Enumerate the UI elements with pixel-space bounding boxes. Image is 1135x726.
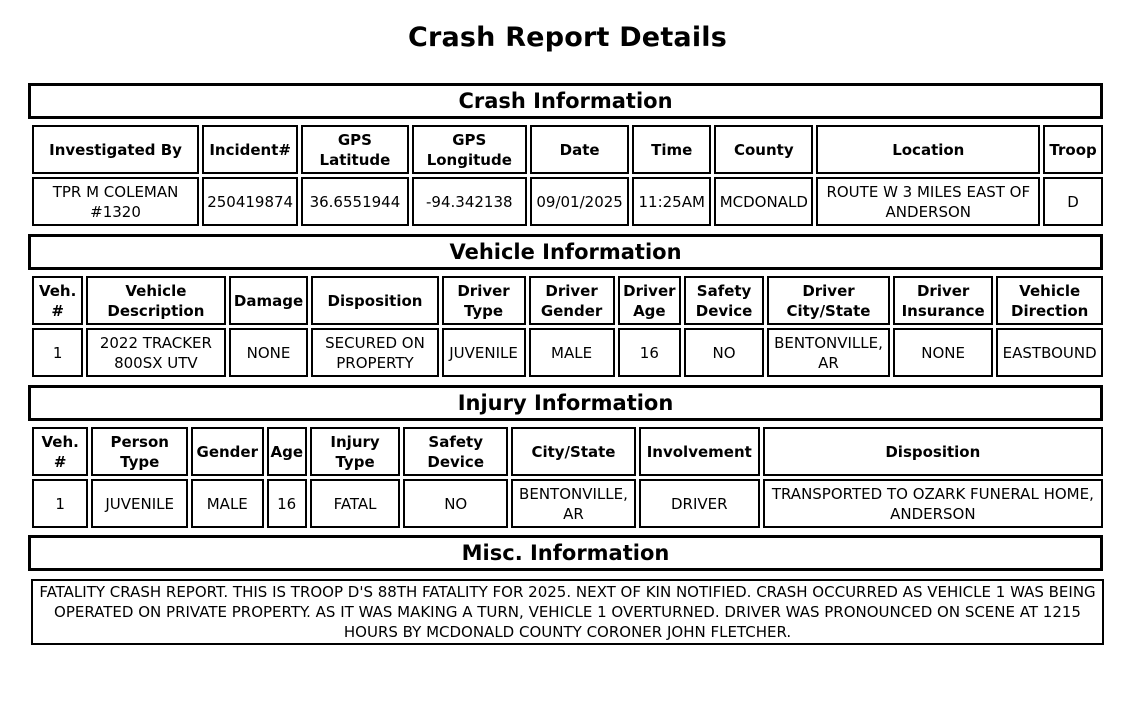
injury-info-header-row (32, 427, 1103, 476)
county-value: MCDONALD (714, 177, 813, 226)
time-value: 11:25AM (632, 177, 711, 226)
veh-number-value: 1 (32, 328, 83, 377)
header-city-state: City/State (511, 427, 636, 476)
vehicle-description-value: 2022 TRACKER 800SX UTV (86, 328, 225, 377)
header-injury-disposition: Disposition (763, 427, 1103, 476)
header-county: County (714, 125, 813, 174)
header-vehicle-direction: Vehicle Direction (996, 276, 1103, 325)
crash-info-table (29, 122, 1106, 229)
crash-info-data-row (32, 177, 1103, 226)
person-type-value: JUVENILE (91, 479, 188, 528)
header-damage: Damage (229, 276, 309, 325)
investigated-by-value: TPR M COLEMAN #1320 (32, 177, 199, 226)
header-gps-longitude: GPS Longitude (412, 125, 527, 174)
driver-type-value: JUVENILE (442, 328, 526, 377)
crash-info-banner: Crash Information (28, 83, 1103, 119)
header-involvement: Involvement (639, 427, 760, 476)
header-date: Date (530, 125, 629, 174)
crash-info-header-row (32, 125, 1103, 174)
injury-info-banner: Injury Information (28, 385, 1103, 421)
injury-safety-device-value: NO (403, 479, 508, 528)
injury-type-value: FATAL (310, 479, 401, 528)
header-injury-veh-number: Veh. # (32, 427, 88, 476)
driver-age-value: 16 (618, 328, 682, 377)
age-value: 16 (267, 479, 307, 528)
header-location: Location (816, 125, 1040, 174)
header-driver-age: Driver Age (618, 276, 682, 325)
header-gps-latitude: GPS Latitude (301, 125, 408, 174)
gender-value: MALE (191, 479, 263, 528)
vehicle-info-header-row (32, 276, 1103, 325)
injury-veh-number-value: 1 (32, 479, 88, 528)
misc-info-text: FATALITY CRASH REPORT. THIS IS TROOP D'S 88TH FATALITY FOR 2025. NEXT OF KIN NOTIFIED. CRASH OCCURRED AS VEHICLE 1 WAS BEING OPERATED ON PRIVATE PROPERTY. AS IT WAS MAKING A TURN, VEHICLE 1 OVERTURNED. DRIVER WAS PRONOUNCED ON SCENE AT 1215 HOURS BY MCDONALD COUNTY CORONER JOHN FLETCHER. (31, 579, 1104, 645)
city-state-value: BENTONVILLE, AR (511, 479, 636, 528)
safety-device-value: NO (684, 328, 764, 377)
header-disposition: Disposition (311, 276, 438, 325)
header-driver-city-state: Driver City/State (767, 276, 890, 325)
injury-info-data-row (32, 479, 1103, 528)
header-safety-device: Safety Device (684, 276, 764, 325)
gps-latitude-value: 36.6551944 (301, 177, 408, 226)
gps-longitude-value: -94.342138 (412, 177, 527, 226)
header-driver-type: Driver Type (442, 276, 526, 325)
header-investigated-by: Investigated By (32, 125, 199, 174)
header-veh-number: Veh. # (32, 276, 83, 325)
header-incident: Incident# (202, 125, 298, 174)
location-value: ROUTE W 3 MILES EAST OF ANDERSON (816, 177, 1040, 226)
header-driver-insurance: Driver Insurance (893, 276, 993, 325)
vehicle-info-banner: Vehicle Information (28, 234, 1103, 270)
driver-city-state-value: BENTONVILLE, AR (767, 328, 890, 377)
header-gender: Gender (191, 427, 263, 476)
driver-gender-value: MALE (529, 328, 615, 377)
header-injury-type: Injury Type (310, 427, 401, 476)
involvement-value: DRIVER (639, 479, 760, 528)
vehicle-info-data-row (32, 328, 1103, 377)
date-value: 09/01/2025 (530, 177, 629, 226)
incident-value: 250419874 (202, 177, 298, 226)
injury-disposition-value: TRANSPORTED TO OZARK FUNERAL HOME, ANDERSON (763, 479, 1103, 528)
header-injury-safety-device: Safety Device (403, 427, 508, 476)
vehicle-info-table (29, 273, 1106, 380)
header-vehicle-description: Vehicle Description (86, 276, 225, 325)
page-title: Crash Report Details (407, 22, 728, 53)
header-driver-gender: Driver Gender (529, 276, 615, 325)
vehicle-direction-value: EASTBOUND (996, 328, 1103, 377)
disposition-value: SECURED ON PROPERTY (311, 328, 438, 377)
damage-value: NONE (229, 328, 309, 377)
driver-insurance-value: NONE (893, 328, 993, 377)
troop-value: D (1043, 177, 1103, 226)
misc-info-banner: Misc. Information (28, 535, 1103, 571)
header-troop: Troop (1043, 125, 1103, 174)
injury-info-table (29, 424, 1106, 531)
header-age: Age (267, 427, 307, 476)
header-time: Time (632, 125, 711, 174)
header-person-type: Person Type (91, 427, 188, 476)
